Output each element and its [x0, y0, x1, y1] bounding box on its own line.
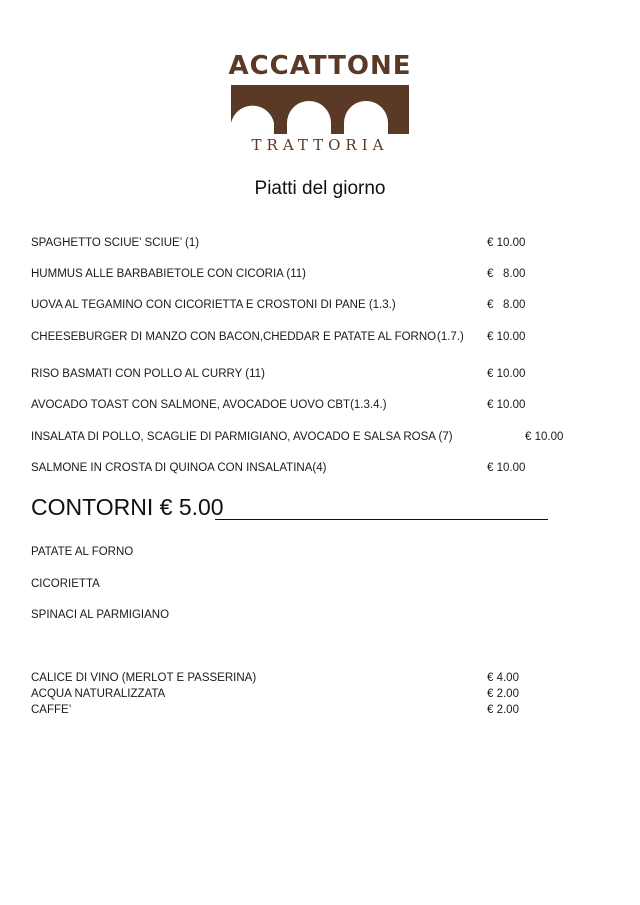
- side-dish-item: PATATE AL FORNO: [31, 546, 134, 558]
- dish-name: INSALATA DI POLLO, SCAGLIE DI PARMIGIANO, AVOCADO E SALSA ROSA (7): [31, 431, 453, 443]
- drink-price: € 2.00: [487, 688, 519, 700]
- dish-allergens: (1.7.): [437, 331, 464, 343]
- dish-price: € 8.00: [487, 299, 526, 311]
- dish-name: CHEESEBURGER DI MANZO CON BACON,CHEDDAR E PATATE AL FORNO: [31, 331, 437, 343]
- side-dish-item: SPINACI AL PARMIGIANO: [31, 609, 170, 621]
- dish-name: SALMONE IN CROSTA DI QUINOA CON INSALATINA(4): [31, 462, 327, 474]
- page-title: Piatti del giorno: [254, 178, 386, 199]
- section-underline: [215, 519, 548, 520]
- dish-price: € 10.00: [487, 331, 526, 343]
- logo-title: ACCATTONE: [228, 51, 412, 81]
- drink-price: € 2.00: [487, 704, 519, 716]
- logo-arches-emblem: [231, 85, 409, 134]
- dish-name: AVOCADO TOAST CON SALMONE, AVOCADOE UOVO CBT(1.3.4.): [31, 399, 387, 411]
- dish-price: € 10.00: [487, 237, 526, 249]
- logo-subtitle: TRATTORIA: [251, 136, 389, 154]
- dish-price: € 8.00: [487, 268, 526, 280]
- drink-name: CAFFE’: [31, 704, 72, 716]
- drink-name: CALICE DI VINO (MERLOT E PASSERINA): [31, 672, 257, 684]
- dish-price: € 10.00: [525, 431, 564, 443]
- dish-price: € 10.00: [487, 368, 526, 380]
- dish-name: HUMMUS ALLE BARBABIETOLE CON CICORIA (11): [31, 268, 307, 280]
- dish-price: € 10.00: [487, 462, 526, 474]
- side-dish-item: CICORIETTA: [31, 578, 100, 590]
- drink-price: € 4.00: [487, 672, 519, 684]
- dish-name: SPAGHETTO SCIUE’ SCIUE’ (1): [31, 237, 200, 249]
- contorni-heading: CONTORNI € 5.00: [31, 494, 224, 520]
- dish-price: € 10.00: [487, 399, 526, 411]
- drink-name: ACQUA NATURALIZZATA: [31, 688, 166, 700]
- dish-name: RISO BASMATI CON POLLO AL CURRY (11): [31, 368, 265, 380]
- dish-name: UOVA AL TEGAMINO CON CICORIETTA E CROSTONI DI PANE (1.3.): [31, 299, 396, 311]
